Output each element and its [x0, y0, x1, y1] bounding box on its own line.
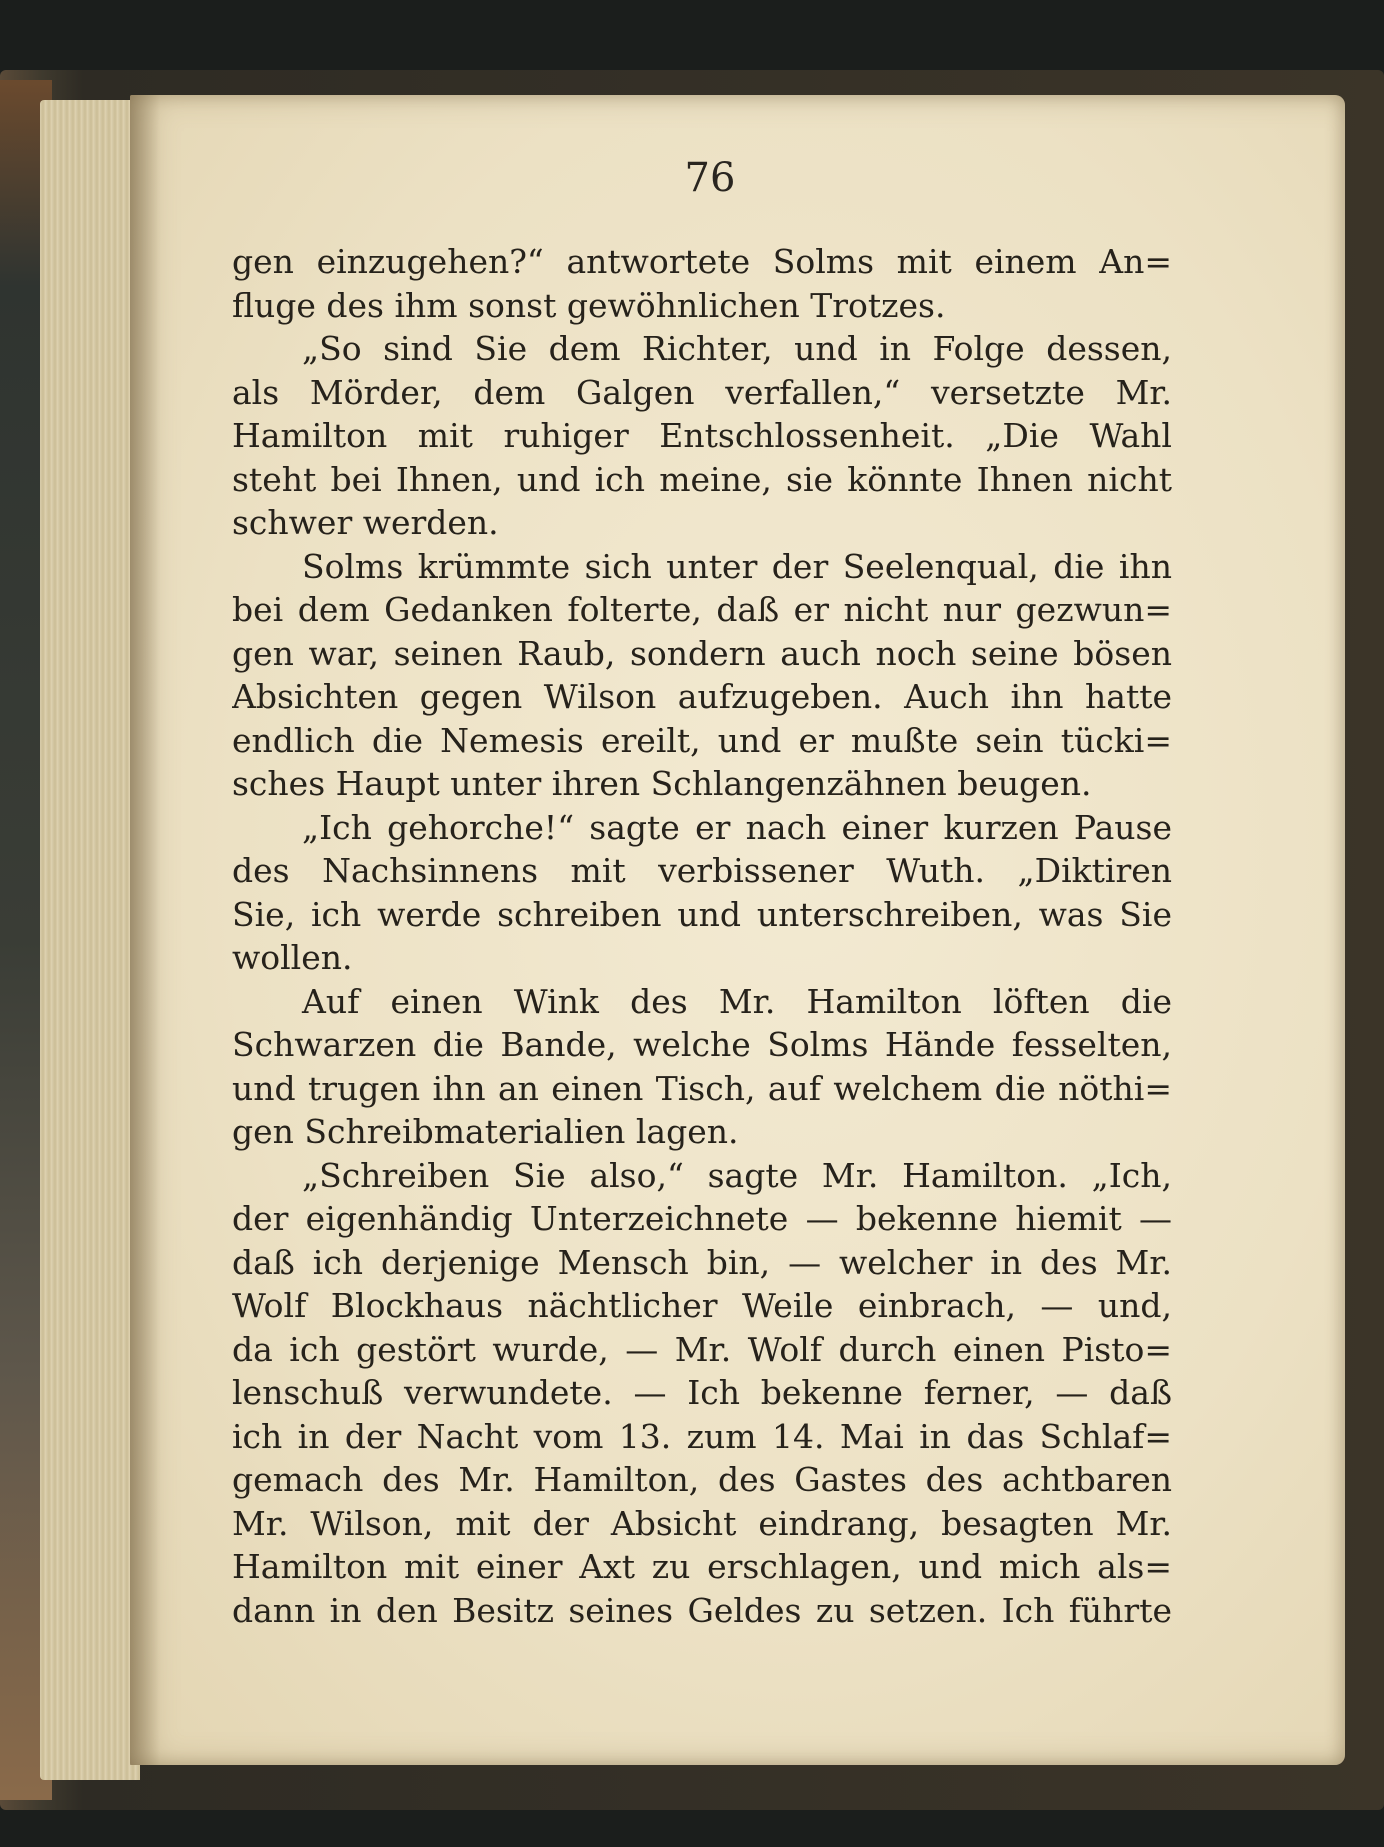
text-line: da ich gestört wurde, — Mr. Wolf durch einen Pisto=	[232, 1329, 1172, 1369]
text-line: Absichten gegen Wilson aufzugeben. Auch ihn hatte	[232, 677, 1172, 716]
text-line: Solms krümmte sich unter der Seelenqual, die ihn	[302, 546, 1172, 586]
text-line: Schwarzen die Bande, welche Solms Hände fesselten,	[232, 1025, 1172, 1064]
text-line: Hamilton mit einer Axt zu erschlagen, und mich als=	[232, 1547, 1172, 1586]
text-line: Mr. Wilson, mit der Absicht eindrang, besagten Mr.	[232, 1503, 1172, 1543]
text-line: sches Haupt unter ihren Schlangenzähnen beugen.	[232, 764, 1092, 803]
text-line: daß ich derjenige Mensch bin, — welcher in des Mr.	[232, 1242, 1172, 1282]
text-line: Sie, ich werde schreiben und unterschreiben, was Sie	[232, 894, 1172, 934]
text-line: des Nachsinnens mit verbissener Wuth. „Diktiren	[232, 851, 1172, 890]
text-line: als Mörder, dem Galgen verfallen,“ versetzte Mr.	[232, 372, 1172, 412]
text-line: wollen.	[232, 938, 353, 977]
text-line: und trugen ihn an einen Tisch, auf welchem die nöthi=	[232, 1068, 1172, 1108]
text-line: steht bei Ihnen, und ich meine, sie könnte Ihnen nicht	[232, 459, 1172, 499]
text-line: „Schreiben Sie also,“ sagte Mr. Hamilton. „Ich,	[302, 1155, 1172, 1195]
text-line: gen war, seinen Raub, sondern auch noch seine bösen	[232, 633, 1172, 673]
text-line: fluge des ihm sonst gewöhnlichen Trotzes.	[232, 285, 946, 325]
text-line: Hamilton mit ruhiger Entschlossenheit. „Die Wahl	[232, 416, 1172, 455]
text-line: lenschuß verwundete. — Ich bekenne ferner, — daß	[232, 1373, 1172, 1412]
text-line: Wolf Blockhaus nächtlicher Weile einbrach, — und,	[232, 1286, 1172, 1325]
text-line: gen einzugehen?“ antwortete Solms mit einem An=	[232, 242, 1172, 281]
text-line: Auf einen Wink des Mr. Hamilton löften die	[302, 981, 1172, 1021]
text-line: „Ich gehorche!“ sagte er nach einer kurzen Pause	[302, 807, 1172, 847]
page-number: 76	[684, 155, 736, 201]
text-line: der eigenhändig Unterzeichnete — bekenne hiemit —	[232, 1199, 1172, 1238]
text-line: schwer werden.	[232, 503, 499, 542]
text-line: ich in der Nacht vom 13. zum 14. Mai in das Schlaf=	[232, 1416, 1172, 1456]
text-line: gen Schreibmaterialien lagen.	[232, 1112, 739, 1151]
text-line: „So sind Sie dem Richter, und in Folge dessen,	[302, 329, 1172, 368]
gutter-shadow	[130, 95, 160, 1765]
page-stack-edges	[40, 100, 140, 1780]
text-line: endlich die Nemesis ereilt, und er mußte sein tücki=	[232, 720, 1172, 760]
body-text	[232, 240, 1172, 1632]
text-line: bei dem Gedanken folterte, daß er nicht nur gezwun=	[232, 590, 1172, 629]
text-line: gemach des Mr. Hamilton, des Gastes des achtbaren	[232, 1460, 1172, 1499]
text-line: dann in den Besitz seines Geldes zu setzen. Ich führte	[232, 1590, 1172, 1630]
